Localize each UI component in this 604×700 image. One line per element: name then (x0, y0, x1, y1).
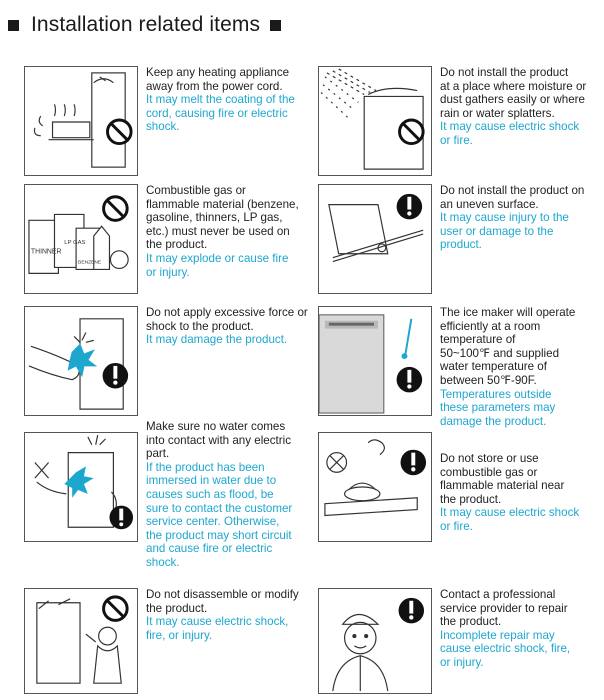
illustration-impact (24, 306, 138, 416)
mandatory-icon (103, 363, 129, 389)
illustration-moisture (318, 66, 432, 176)
warning-text: Keep any heating appliance away from the power cord. (146, 66, 290, 93)
header-square-icon (8, 20, 19, 31)
caution-text: If the product has been immersed in water due to causes such as flood, be sure to contact the customer service center. Otherwise, the product may short circuit and cause fire or electric shock. (146, 460, 293, 569)
prohibited-icon (108, 120, 132, 144)
warning-text: Do not install the product at a place where moisture or dust gathers easily or where rain or water splatters. (440, 66, 587, 120)
warning-text: Do not apply excessive force or shock to the product. (146, 306, 308, 333)
caution-text: It may melt the coating of the cord, causing fire or electric shock. (146, 93, 295, 134)
label-benzene: BENZENE (78, 260, 102, 266)
illustration-uneven-surface (318, 184, 432, 294)
prohibited-icon (104, 597, 128, 621)
caution-text: Incomplete repair may cause electric shock, fire, or injury. (440, 628, 571, 669)
label-lp-gas: LP GAS (64, 239, 86, 246)
mandatory-icon (397, 367, 423, 393)
illustration-service-technician (318, 588, 432, 694)
header-square-icon (270, 20, 281, 31)
caution-text: It may cause electric shock or fire. (440, 120, 580, 147)
caution-text: It may cause electric shock, fire, or injury. (146, 615, 289, 642)
illustration-temperature (318, 306, 432, 416)
warning-text: Do not store or use combustible gas or flammable material near the product. (440, 452, 565, 506)
warning-text: Do not disassemble or modify the product. (146, 588, 299, 615)
prohibited-icon (104, 197, 128, 221)
caution-text: It may explode or cause fire or injury. (146, 251, 289, 279)
section-header (8, 10, 281, 40)
mandatory-icon (401, 450, 427, 476)
illustration-water-electric (24, 432, 138, 542)
mandatory-icon (397, 194, 423, 220)
caution-text: It may cause electric shock or fire. (440, 506, 580, 533)
label-thinner: THINNER (30, 248, 62, 256)
illustration-gas-near-product (318, 432, 432, 542)
prohibited-icon (400, 120, 424, 144)
caution-text: It may cause injury to the user or damage to the product. (440, 211, 569, 252)
section-title: Installation related items (31, 13, 261, 36)
warning-text: Combustible gas or flammable material (benzene, gasoline, thinners, LP gas, etc.) must never be used on the product. (146, 184, 299, 252)
caution-text: Temperatures outside these parameters may damage the product. (440, 387, 556, 428)
warning-text: Do not install the product on an uneven surface. (440, 184, 585, 211)
illustration-flammables (24, 184, 138, 294)
mandatory-icon (109, 506, 133, 530)
warning-text: Make sure no water comes into contact with any electric part. (146, 420, 291, 461)
illustration-heater-near-cord (24, 66, 138, 176)
warning-text: Contact a professional service provider to repair the product. (440, 588, 568, 629)
mandatory-icon (399, 598, 425, 624)
warning-text: The ice maker will operate efficiently at a room temperature of 50~100℉ and supplied water temperature of between 50℉-90F. (440, 306, 576, 387)
caution-text: It may damage the product. (146, 333, 288, 347)
illustration-disassemble (24, 588, 138, 694)
